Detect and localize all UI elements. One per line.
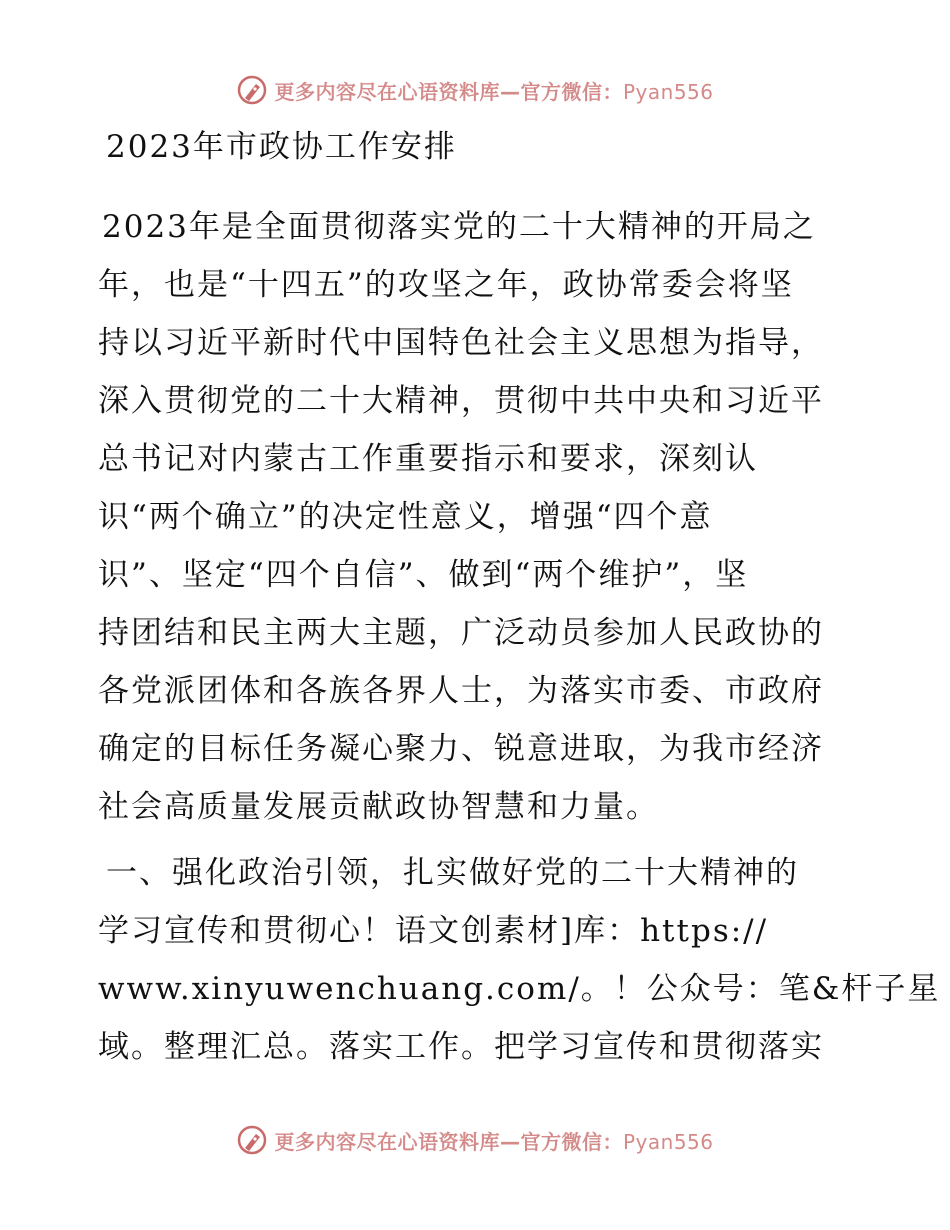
- pen-nib-logo-icon: [236, 74, 268, 106]
- watermark-text: 更多内容尽在心语资料库—官方微信：Pyan556: [274, 1129, 714, 1154]
- intro-paragraph: [98, 198, 858, 836]
- text-line: 深入贯彻党的二十大精神，贯彻中共中央和习近平: [98, 383, 824, 419]
- text-line: 识”、坚定“四个自信”、做到“两个维护”，坚: [98, 557, 749, 593]
- watermark-wechat-id: Pyan556: [622, 79, 714, 104]
- text-line: 社会高质量发展贡献政协智慧和力量。: [98, 789, 659, 825]
- text-line: 持团结和民主两大主题，广泛动员参加人民政协的: [98, 615, 824, 651]
- document-body: [98, 122, 941, 1076]
- text-line: 学习宣传和贯彻心！语文创素材]库：https://: [98, 913, 769, 949]
- section-heading-line: 一、强化政治引领，扎实做好党的二十大精神的: [106, 855, 799, 891]
- text-line: 总书记对内蒙古工作重要指示和要求，深刻认: [98, 441, 758, 477]
- section-one-paragraph: [98, 844, 941, 1076]
- pen-nib-logo-icon: [236, 1124, 268, 1156]
- watermark-text: 更多内容尽在心语资料库—官方微信：Pyan556: [274, 79, 714, 104]
- document-title: 2023年市政协工作安排: [106, 129, 457, 165]
- text-line: www.xinyuwenchuang.com/。！公众号：笔&杆子星: [98, 971, 941, 1007]
- text-line: 域。整理汇总。落实工作。把学习宣传和贯彻落实: [98, 1029, 824, 1065]
- text-line: 确定的目标任务凝心聚力、锐意进取，为我市经济: [98, 731, 824, 767]
- text-line: 各党派团体和各族各界人士，为落实市委、市政府: [98, 673, 824, 709]
- text-line: 年，也是“十四五”的攻坚之年，政协常委会将坚: [98, 267, 794, 303]
- header-watermark: [0, 70, 950, 110]
- text-line: 2023年是全面贯彻落实党的二十大精神的开局之: [102, 209, 816, 245]
- text-line: 持以习近平新时代中国特色社会主义思想为指导，: [98, 325, 824, 361]
- text-line: 识“两个确立”的决定性意义，增强“四个意: [98, 499, 713, 535]
- watermark-wechat-id: Pyan556: [622, 1129, 714, 1154]
- footer-watermark: [0, 1120, 950, 1160]
